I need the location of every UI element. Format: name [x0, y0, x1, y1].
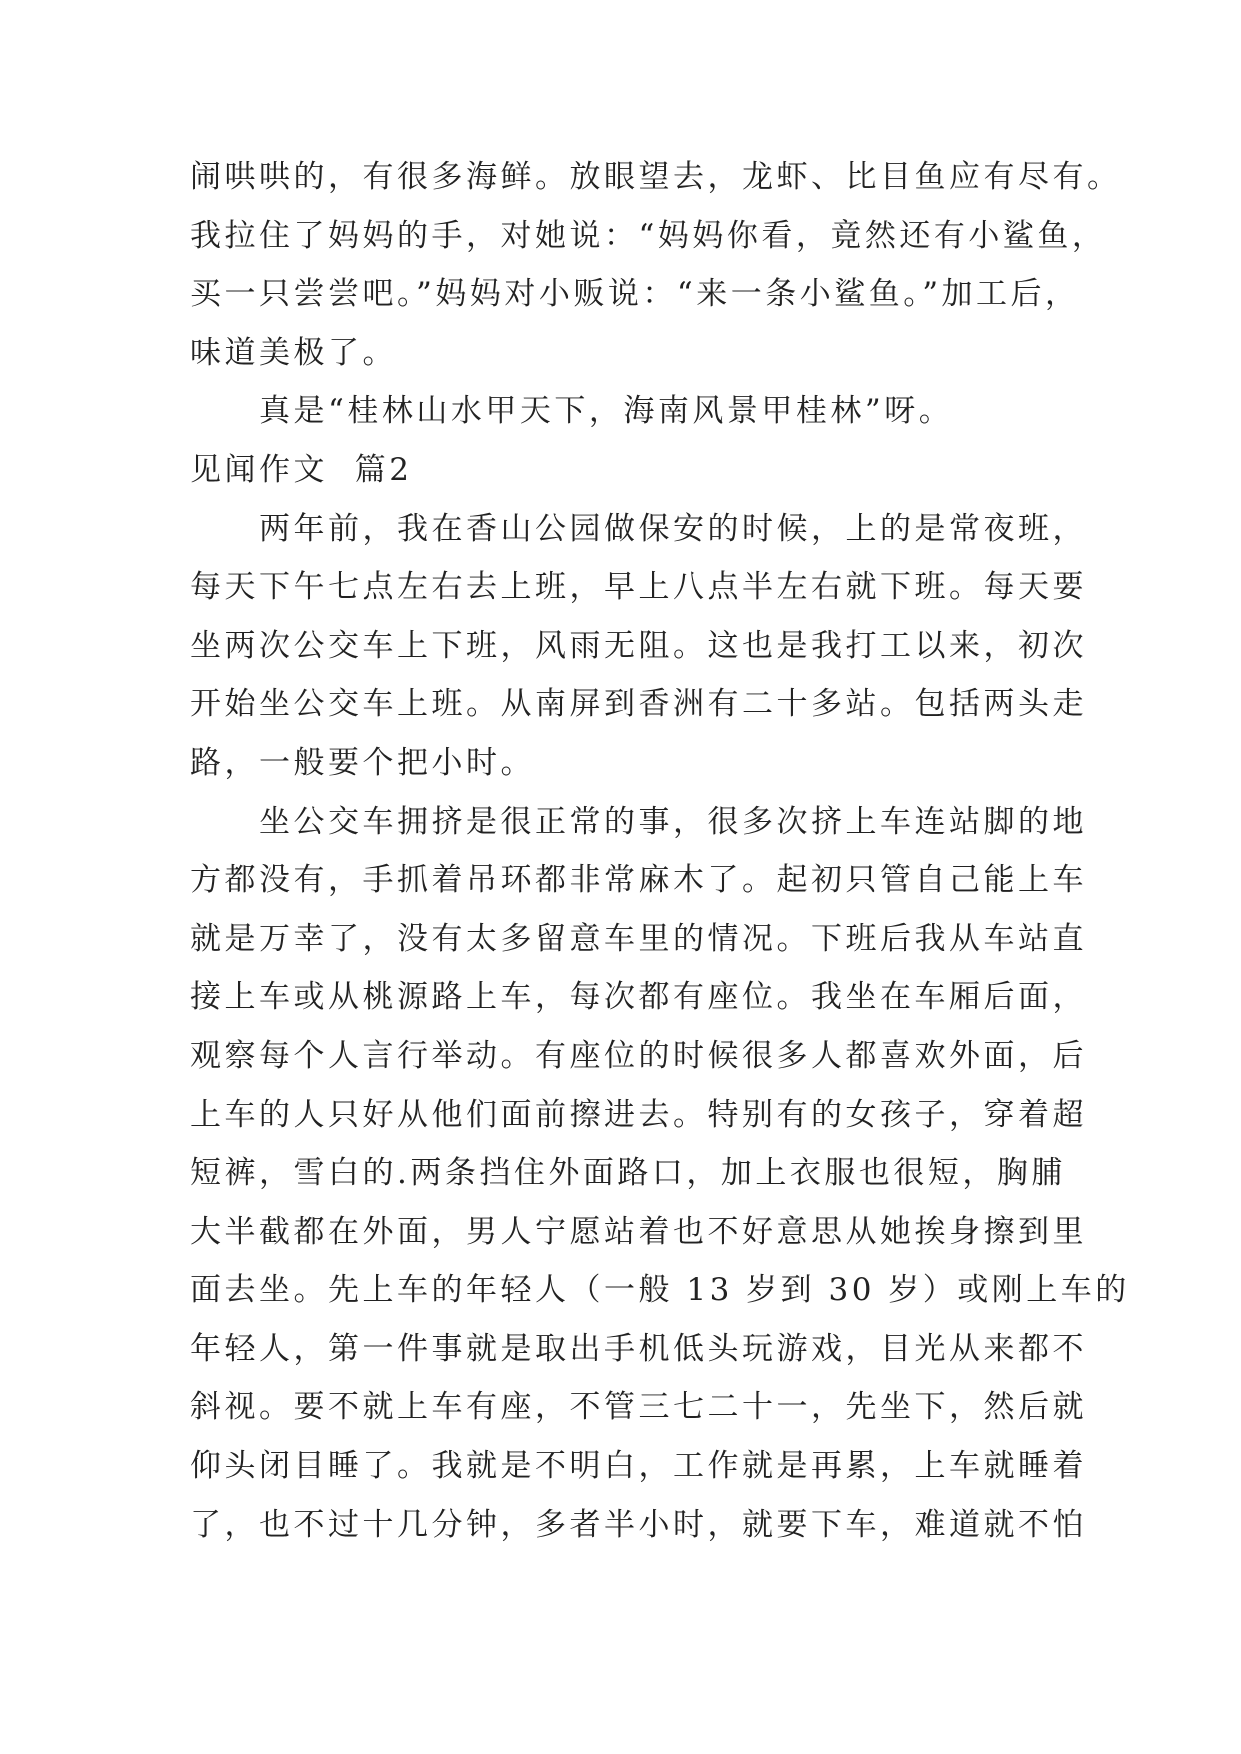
text-line: 真是“桂林山水甲天下，海南风景甲桂林”呀。	[259, 393, 954, 430]
text-line: 就是万幸了，没有太多留意车里的情况。下班后我从车站直	[190, 920, 1087, 957]
text-line: 观察每个人言行举动。有座位的时候很多人都喜欢外面，后	[190, 1037, 1087, 1074]
text-line: 路，一般要个把小时。	[190, 744, 535, 781]
text-line: 我拉住了妈妈的手，对她说：“妈妈你看，竟然还有小鲨鱼，	[190, 217, 1107, 254]
section-heading	[190, 441, 1070, 500]
text-line: 开始坐公交车上班。从南屏到香洲有二十多站。包括两头走	[190, 686, 1087, 723]
heading-text: 见闻作文 篇2	[190, 451, 413, 488]
text-line: 买一只尝尝吧。”妈妈对小贩说：“来一条小鲨鱼。”加工后，	[190, 276, 1080, 313]
text-line: 坐两次公交车上下班，风雨无阻。这也是我打工以来，初次	[190, 627, 1087, 664]
text-line: 了，也不过十几分钟，多者半小时，就要下车，难道就不怕	[190, 1506, 1087, 1543]
text-line: 每天下午七点左右去上班，早上八点半左右就下班。每天要	[190, 569, 1087, 606]
paragraph-seafood-market	[190, 148, 1122, 382]
text-line: 年轻人，第一件事就是取出手机低头玩游戏，目光从来都不	[190, 1330, 1087, 1367]
text-line: 接上车或从桃源路上车，每次都有座位。我坐在车厢后面，	[190, 979, 1087, 1016]
paragraph-bus-observation	[190, 793, 1130, 1555]
text-line: 上车的人只好从他们面前擦进去。特别有的女孩子，穿着超	[190, 1096, 1087, 1133]
text-line: 斜视。要不就上车有座，不管三七二十一，先坐下，然后就	[190, 1389, 1087, 1426]
text-line: 坐公交车拥挤是很正常的事，很多次挤上车连站脚的地	[259, 803, 1087, 840]
text-line: 大半截都在外面，男人宁愿站着也不好意思从她挨身擦到里	[190, 1213, 1087, 1250]
text-line: 面去坐。先上车的年轻人（一般 13 岁到 30 岁）或刚上车的	[190, 1272, 1130, 1309]
paragraph-conclusion	[190, 382, 1070, 441]
document-body	[190, 148, 1130, 1554]
paragraph-security-job	[190, 500, 1087, 793]
text-line: 两年前，我在香山公园做保安的时候，上的是常夜班，	[259, 510, 1087, 547]
text-line: 闹哄哄的，有很多海鲜。放眼望去，龙虾、比目鱼应有尽有。	[190, 159, 1122, 195]
text-line: 短裤，雪白的.两条挡住外面路口，加上衣服也很短，胸脯	[190, 1155, 1066, 1192]
text-line: 味道美极了。	[190, 334, 397, 371]
text-line: 仰头闭目睡了。我就是不明白，工作就是再累，上车就睡着	[190, 1448, 1087, 1485]
text-line: 方都没有，手抓着吊环都非常麻木了。起初只管自己能上车	[190, 862, 1087, 899]
